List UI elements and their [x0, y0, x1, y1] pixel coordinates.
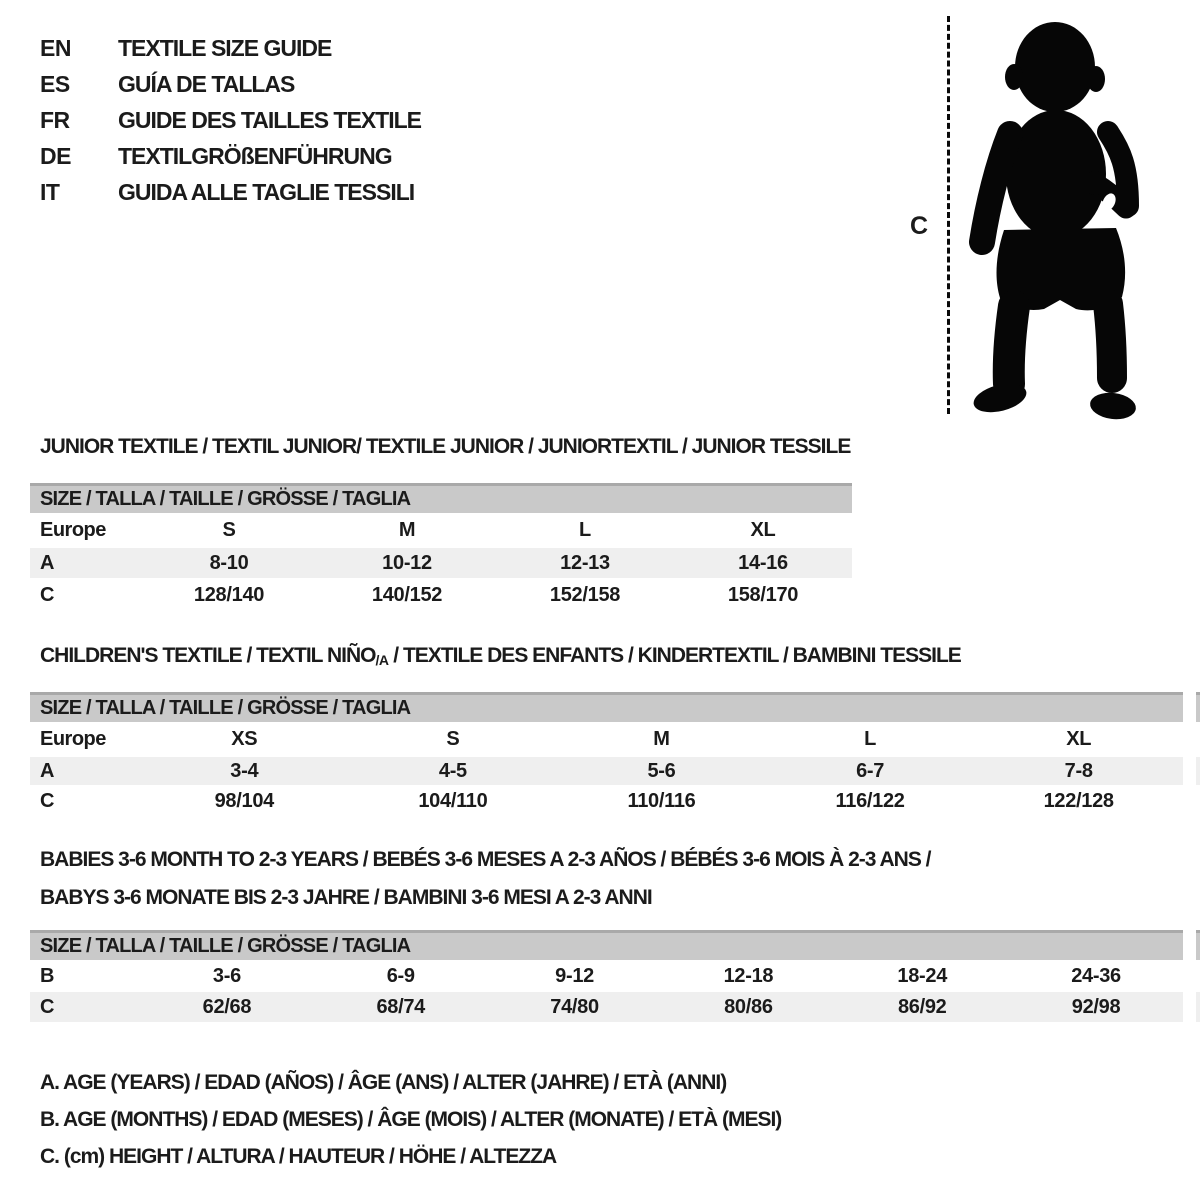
value-cell: 104/110: [418, 790, 488, 812]
language-code: EN: [40, 34, 71, 61]
row-label-cell: Europe: [40, 728, 106, 750]
row-label-cell: Europe: [40, 519, 106, 541]
table-edge-sliver: [1196, 757, 1200, 785]
row-label-cell: B: [40, 964, 54, 987]
section-title-babies-line2: BABYS 3-6 MONATE BIS 2-3 JAHRE / BAMBINI 3-6 MESI A 2-3 ANNI: [40, 886, 652, 909]
row-label-cell: A: [40, 759, 54, 782]
height-marker-line: [947, 16, 950, 414]
language-label: GUÍA DE TALLAS: [118, 70, 295, 97]
row-label-cell: C: [40, 995, 54, 1018]
value-cell: 158/170: [727, 583, 799, 606]
value-cell: 5-6: [647, 759, 676, 782]
language-code: ES: [40, 70, 70, 97]
language-row-en: [40, 30, 421, 66]
legend-line-c: C. (cm) HEIGHT / ALTURA / HAUTEUR / HÖHE / ALTEZZA: [40, 1145, 557, 1168]
value-cell: 4-5: [438, 759, 467, 782]
value-cell: 14-16: [738, 551, 788, 574]
babies-size-table: [30, 930, 1183, 1022]
language-code: FR: [40, 106, 70, 133]
row-label-cell: C: [40, 790, 54, 812]
value-cell: 74/80: [550, 995, 599, 1018]
language-list: [40, 30, 421, 210]
legend-line-a: A. AGE (YEARS) / EDAD (AÑOS) / ÂGE (ANS) / ALTER (JAHRE) / ETÀ (ANNI): [40, 1071, 727, 1094]
language-row-it: [40, 174, 421, 210]
value-cell: XL: [750, 519, 776, 541]
language-label: TEXTILE SIZE GUIDE: [118, 34, 332, 61]
value-cell: 80/86: [724, 995, 773, 1018]
value-cell: 110/116: [627, 790, 696, 812]
table-row-europe: [30, 513, 852, 548]
value-cell: 3-6: [212, 964, 241, 987]
value-cell: L: [579, 519, 591, 541]
value-cell: 12-18: [723, 964, 774, 987]
size-header-bar: [30, 692, 1183, 722]
value-cell: M: [398, 519, 416, 541]
language-row-fr: [40, 102, 421, 138]
value-cell: 92/98: [1071, 995, 1121, 1018]
value-cell: 152/158: [549, 583, 621, 606]
legend-line-b: B. AGE (MONTHS) / EDAD (MESES) / ÂGE (MOIS) / ALTER (MONATE) / ETÀ (MESI): [40, 1108, 782, 1131]
language-label: GUIDE DES TAILLES TEXTILE: [118, 106, 421, 133]
section-title-children-post: / TEXTILE DES ENFANTS / KINDERTEXTIL / BAMBINI TESSILE: [388, 644, 961, 667]
language-code: DE: [40, 142, 71, 169]
language-code: IT: [40, 178, 60, 205]
table-row-a: [30, 757, 1183, 785]
value-cell: 10-12: [382, 551, 432, 574]
value-cell: 140/152: [371, 583, 443, 606]
value-cell: 86/92: [897, 995, 947, 1018]
toddler-silhouette: [962, 14, 1142, 426]
value-cell: 98/104: [214, 790, 274, 812]
junior-size-table: [30, 483, 852, 612]
table-row-a: [30, 548, 852, 578]
language-row-de: [40, 138, 421, 174]
value-cell: M: [653, 728, 670, 750]
language-label: GUIDA ALLE TAGLIE TESSILI: [118, 178, 415, 205]
value-cell: S: [222, 519, 236, 541]
value-cell: 6-9: [386, 964, 415, 987]
table-row-c: [30, 785, 1183, 818]
language-row-es: [40, 66, 421, 102]
table-row-c: [30, 578, 852, 612]
table-edge-sliver: [1196, 930, 1200, 960]
size-header-label: SIZE / TALLA / TAILLE / GRÖSSE / TAGLIA: [40, 488, 411, 510]
value-cell: 8-10: [209, 551, 249, 574]
size-header-label: SIZE / TALLA / TAILLE / GRÖSSE / TAGLIA: [40, 935, 411, 957]
height-marker-label: C: [910, 212, 929, 240]
value-cell: 9-12: [555, 964, 594, 987]
value-cell: S: [446, 728, 460, 750]
row-label-cell: A: [40, 551, 54, 574]
table-row-europe: [30, 722, 1183, 757]
value-cell: 68/74: [376, 995, 426, 1018]
section-title-babies-line1: BABIES 3-6 MONTH TO 2-3 YEARS / BEBÉS 3-6 MESES A 2-3 AÑOS / BÉBÉS 3-6 MOIS À 2-3 ANS /: [40, 848, 931, 871]
section-title-children: [40, 645, 961, 671]
value-cell: XL: [1066, 728, 1092, 750]
size-header-bar: [30, 483, 852, 513]
value-cell: 128/140: [193, 583, 265, 606]
section-title-junior: JUNIOR TEXTILE / TEXTIL JUNIOR/ TEXTILE JUNIOR / JUNIORTEXTIL / JUNIOR TESSILE: [40, 435, 851, 458]
value-cell: 24-36: [1071, 964, 1121, 987]
row-label-cell: C: [40, 583, 54, 606]
table-edge-sliver: [1196, 992, 1200, 1022]
value-cell: 12-13: [560, 551, 610, 574]
size-header-label: SIZE / TALLA / TAILLE / GRÖSSE / TAGLIA: [40, 697, 411, 719]
value-cell: 116/122: [835, 790, 905, 812]
value-cell: 3-4: [230, 759, 259, 782]
value-cell: 62/68: [202, 995, 252, 1018]
table-edge-sliver: [1196, 692, 1200, 722]
section-title-children-pre: CHILDREN'S TEXTILE / TEXTIL NIÑO: [40, 644, 376, 667]
size-header-bar: [30, 930, 1183, 960]
value-cell: 122/128: [1043, 790, 1114, 812]
value-cell: 6-7: [856, 759, 885, 782]
value-cell: L: [864, 728, 877, 750]
table-row-c: [30, 992, 1183, 1022]
value-cell: 18-24: [897, 964, 948, 987]
value-cell: XS: [231, 728, 258, 750]
table-row-b: [30, 960, 1183, 992]
children-size-table: [30, 692, 1183, 818]
value-cell: 7-8: [1064, 759, 1093, 782]
language-label: TEXTILGRÖßENFÜHRUNG: [118, 142, 392, 169]
section-title-children-sub: /A: [375, 652, 389, 668]
